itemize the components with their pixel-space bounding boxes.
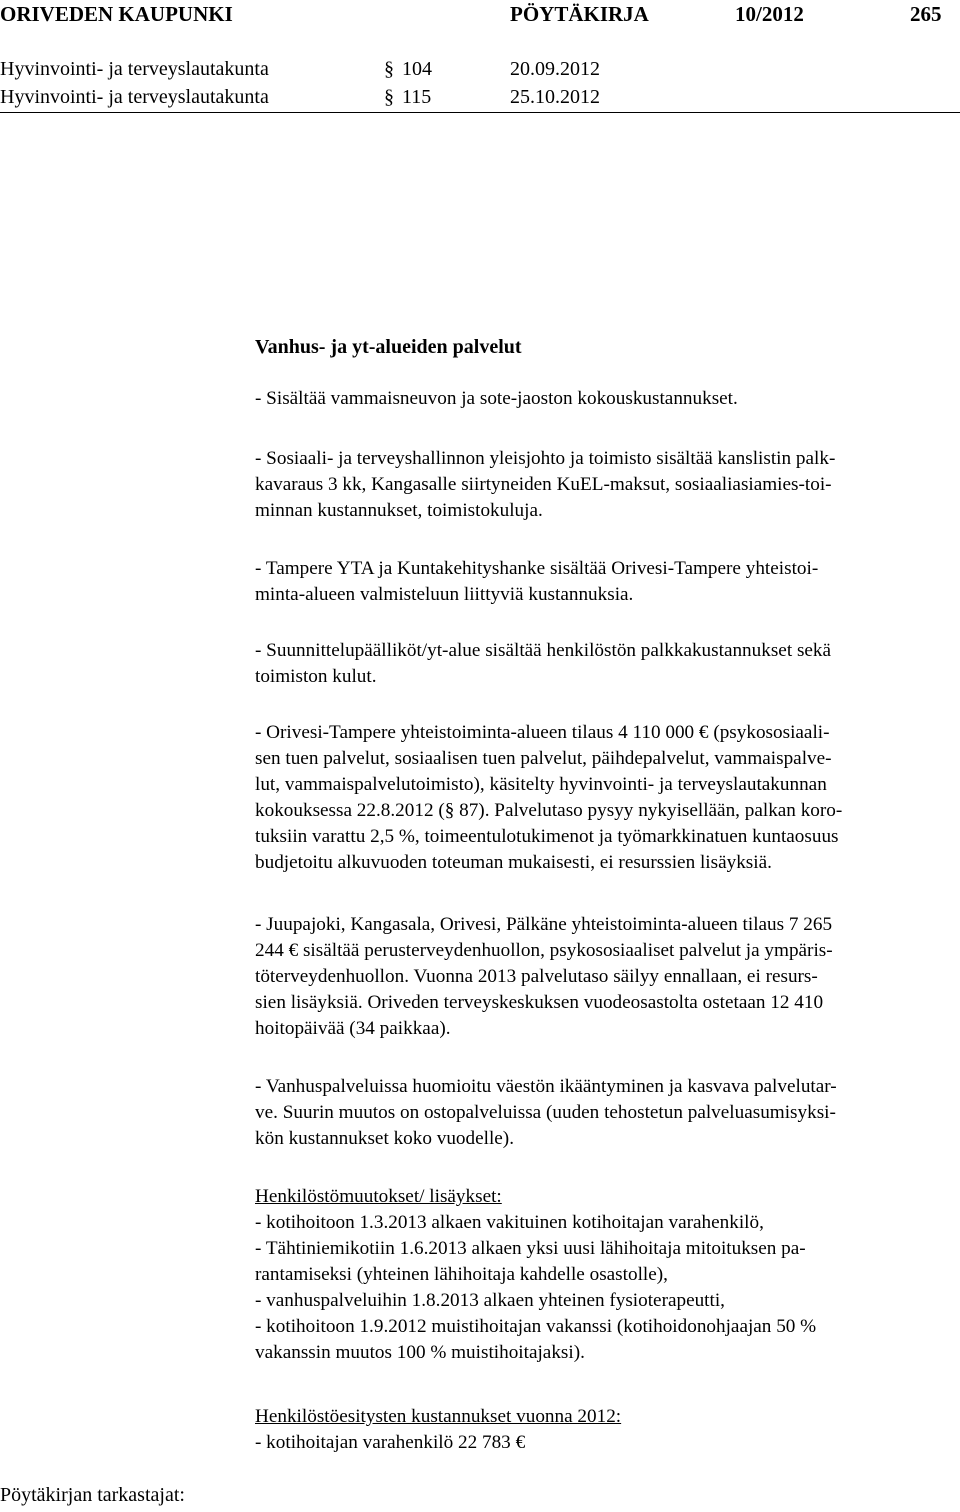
staff-costs-section <box>255 1404 955 1456</box>
paragraph-line: minnan kustannukset, toimistokuluja. <box>255 500 543 521</box>
staff-change-line: - Tähtiniemikotiin 1.6.2013 alkaen yksi uusi lähihoitaja mitoituksen pa- <box>255 1238 806 1259</box>
paragraph-line: - Tampere YTA ja Kuntakehityshanke sisältää Orivesi-Tampere yhteistoi- <box>255 558 819 579</box>
paragraph-suunnittelu <box>255 638 955 690</box>
staff-change-line: - vanhuspalveluihin 1.8.2013 alkaen yhteinen fysioterapeutti, <box>255 1290 725 1311</box>
reference-section: 104 <box>402 58 432 80</box>
paragraph-orivesi-tampere <box>255 720 955 876</box>
paragraph-line: kavaraus 3 kk, Kangasalle siirtyneiden KuEL-maksut, sosiaaliasiamies-toi- <box>255 474 832 495</box>
paragraph-line: tuksiin varattu 2,5 %, toimeentulotukimenot ja työmarkkinatuen kuntaosuus <box>255 826 839 847</box>
staff-changes-section <box>255 1184 955 1366</box>
reference-section: 115 <box>402 86 432 108</box>
paragraph-line: sien lisäyksiä. Oriveden terveyskeskuksen vuodeosastolta ostetaan 12 410 <box>255 992 824 1013</box>
staff-change-line: - kotihoitoon 1.3.2013 alkaen vakituinen kotihoitajan varahenkilö, <box>255 1212 764 1233</box>
reference-date: 25.10.2012 <box>510 86 600 108</box>
section-title: Vanhus- ja yt-alueiden palvelut <box>255 336 522 358</box>
header-rule <box>0 112 960 113</box>
reference-body: Hyvinvointi- ja terveyslautakunta <box>0 86 269 108</box>
footer-label: Pöytäkirjan tarkastajat: <box>0 1484 185 1506</box>
paragraph-line: - Juupajoki, Kangasala, Orivesi, Pälkäne yhteistoiminta-alueen tilaus 7 265 <box>255 914 833 935</box>
document-type: PÖYTÄKIRJA <box>510 2 649 26</box>
paragraph-line: - Sisältää vammaisneuvon ja sote-jaoston kokouskustannukset. <box>255 388 738 409</box>
staff-costs-heading: Henkilöstöesitysten kustannukset vuonna 2012: <box>255 1406 622 1427</box>
section-symbol: § <box>384 86 394 108</box>
reference-body: Hyvinvointi- ja terveyslautakunta <box>0 58 269 80</box>
staff-change-line: - kotihoitoon 1.9.2012 muistihoitajan vakanssi (kotihoidonohjaajan 50 % <box>255 1316 817 1337</box>
paragraph-line: kön kustannukset koko vuodelle). <box>255 1128 514 1149</box>
paragraph-line: budjetoitu alkuvuoden toteuman mukaisesti, ei resurssien lisäyksiä. <box>255 852 772 873</box>
paragraph-line: hoitopäivää (34 paikkaa). <box>255 1018 451 1039</box>
staff-changes-heading: Henkilöstömuutokset/ lisäykset: <box>255 1186 502 1207</box>
paragraph-vanhuspalvelut <box>255 1074 955 1152</box>
paragraph-line: lut, vammaispalvelutoimisto), käsitelty hyvinvointi- ja terveyslautakunnan <box>255 774 827 795</box>
reference-date: 20.09.2012 <box>510 58 600 80</box>
paragraph-line: toimiston kulut. <box>255 666 377 687</box>
paragraph-line: kokouksessa 22.8.2012 (§ 87). Palvelutaso pysyy nykyisellään, palkan koro- <box>255 800 843 821</box>
staff-cost-line: - kotihoitajan varahenkilö 22 783 € <box>255 1432 526 1453</box>
paragraph-line: minta-alueen valmisteluun liittyviä kustannuksia. <box>255 584 634 605</box>
paragraph-line: 244 € sisältää perusterveydenhuollon, psykososiaaliset palvelut ja ympäris- <box>255 940 833 961</box>
paragraph-line: töterveydenhuollon. Vuonna 2013 palvelutaso säilyy ennallaan, ei resurs- <box>255 966 818 987</box>
staff-change-line: rantamiseksi (yhteinen lähihoitaja kahdelle osastolle), <box>255 1264 668 1285</box>
paragraph-line: - Orivesi-Tampere yhteistoiminta-alueen tilaus 4 110 000 € (psykososiaali- <box>255 722 830 743</box>
paragraph-line: - Sosiaali- ja terveyshallinnon yleisjohto ja toimisto sisältää kanslistin palk- <box>255 448 836 469</box>
paragraph-line: - Suunnittelupäälliköt/yt-alue sisältää henkilöstön palkkakustannukset sekä <box>255 640 832 661</box>
paragraph-yleisjohto <box>255 446 955 524</box>
paragraph-vammaisneuvo <box>255 386 955 412</box>
paragraph-juupajoki <box>255 912 955 1042</box>
paragraph-tampere-yta <box>255 556 955 608</box>
page-number: 265 <box>910 2 942 26</box>
issue-number: 10/2012 <box>735 2 804 26</box>
staff-change-line: vakanssin muutos 100 % muistihoitajaksi). <box>255 1342 585 1363</box>
paragraph-line: sen tuen palvelut, sosiaalisen tuen palvelut, päihdepalvelut, vammaispalve- <box>255 748 832 769</box>
section-symbol: § <box>384 58 394 80</box>
paragraph-line: ve. Suurin muutos on ostopalveluissa (uuden tehostetun palveluasumisyksi- <box>255 1102 836 1123</box>
paragraph-line: - Vanhuspalveluissa huomioitu väestön ikääntyminen ja kasvava palvelutar- <box>255 1076 837 1097</box>
org-name: ORIVEDEN KAUPUNKI <box>0 2 233 26</box>
